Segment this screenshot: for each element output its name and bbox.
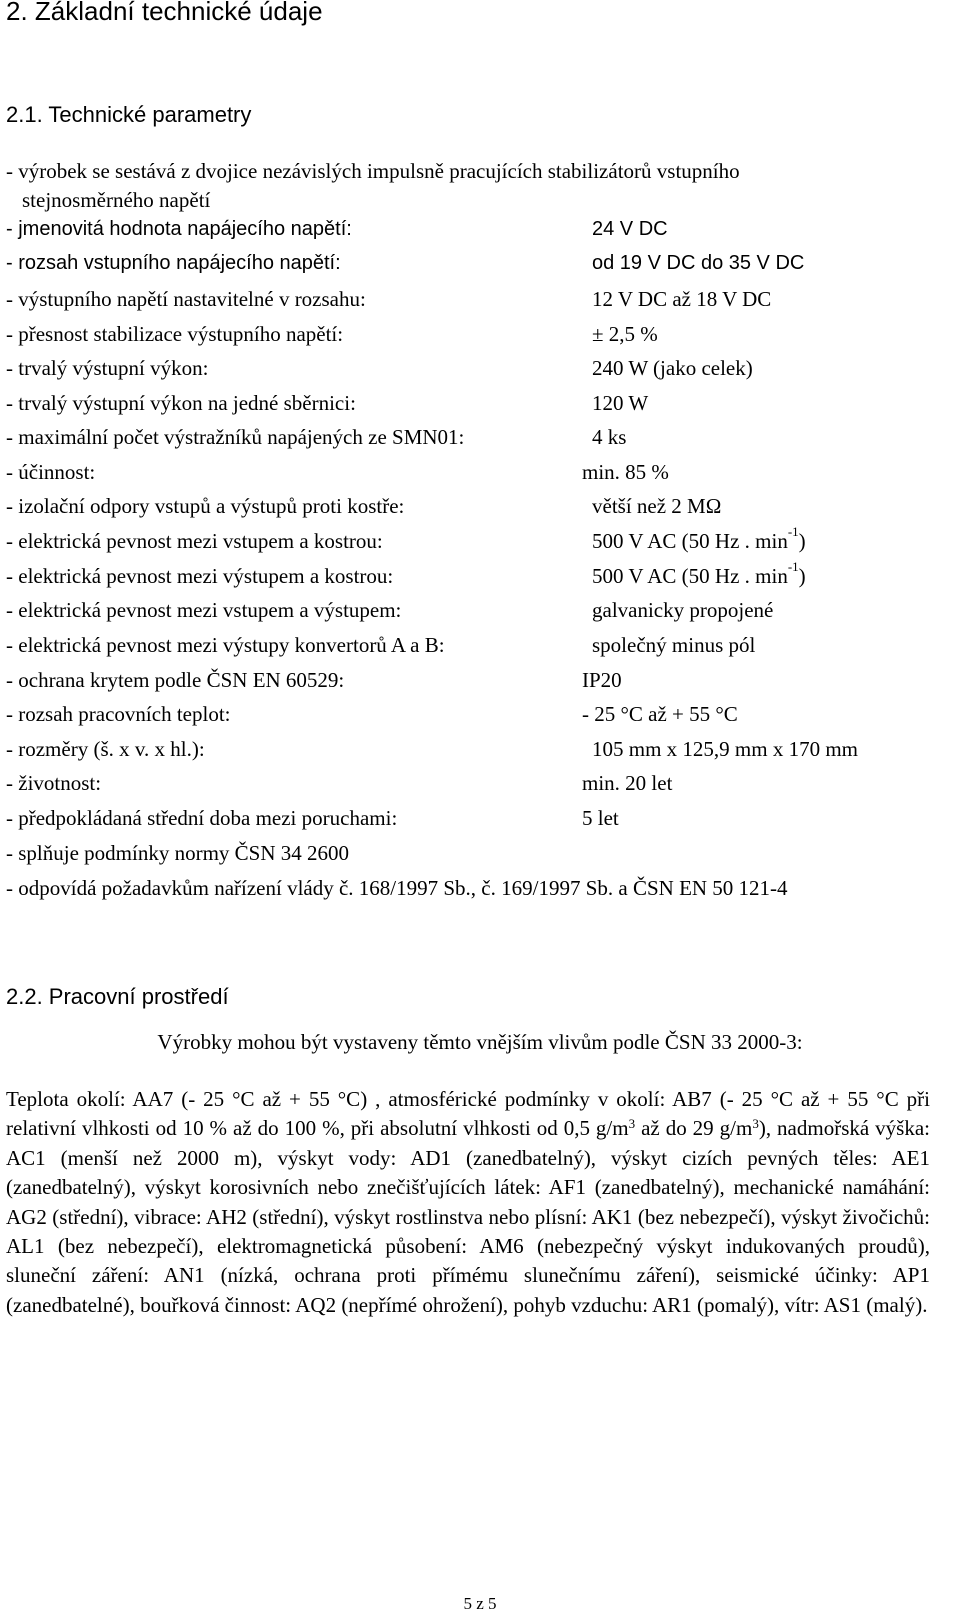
param-row xyxy=(6,425,936,455)
param-row xyxy=(6,322,936,352)
param-row xyxy=(6,460,936,490)
compliance-line-regulation: - odpovídá požadavkům nařízení vlády č. 168/1997 Sb., č. 169/1997 Sb. a ČSN EN 50 121-4 xyxy=(6,876,788,900)
param-value: 24 V DC xyxy=(592,218,668,240)
subsection-heading-technical-parameters: 2.1. Technické parametry xyxy=(6,102,252,127)
param-value: min. 85 % xyxy=(582,460,669,484)
param-value-text: 500 V AC (50 Hz . min xyxy=(592,529,788,553)
environment-description xyxy=(6,1085,930,1320)
param-value: 4 ks xyxy=(592,425,627,449)
param-value: společný minus pól xyxy=(592,633,756,657)
param-row xyxy=(6,737,936,767)
product-description-line-1: - výrobek se sestává z dvojice nezávislých impulsně pracujících stabilizátorů vstupního xyxy=(6,159,740,183)
param-value: od 19 V DC do 35 V DC xyxy=(592,252,805,274)
param-value: 240 W (jako celek) xyxy=(592,356,753,380)
param-label: - elektrická pevnost mezi výstupem a kostrou: xyxy=(6,564,394,588)
param-value: ± 2,5 % xyxy=(592,322,658,346)
param-row xyxy=(6,524,936,559)
exponent: 3 xyxy=(752,1116,759,1132)
param-value-tail: ) xyxy=(798,529,806,553)
param-value xyxy=(592,559,806,589)
environment-text-1: Teplota okolí: AA7 (- 25 °C až + 55 °C) , atmosférické podmínky v okolí: AB7 (- 25 °C až + 55 °C při relativní vlhkosti od 10 % až do 100 %, při absolutní vlhkosti od 0,5 g/m xyxy=(6,1087,930,1141)
param-label: - trvalý výstupní výkon: xyxy=(6,356,209,380)
param-row xyxy=(6,702,936,732)
param-row xyxy=(6,633,936,663)
product-description xyxy=(6,157,936,215)
param-row xyxy=(6,559,936,594)
param-row xyxy=(6,252,936,282)
param-value: - 25 °C až + 55 °C xyxy=(582,702,738,726)
param-label: - trvalý výstupní výkon na jedné sběrnici: xyxy=(6,391,356,415)
param-row xyxy=(6,598,936,628)
environment-subtitle: Výrobky mohou být vystaveny těmto vnějším vlivům podle ČSN 33 2000-3: xyxy=(157,1030,803,1054)
param-label: - výstupního napětí nastavitelné v rozsahu: xyxy=(6,287,366,311)
param-row xyxy=(6,391,936,421)
param-value: 120 W xyxy=(592,391,649,415)
section-heading-basic-data: 2. Základní technické údaje xyxy=(6,0,323,26)
param-row xyxy=(6,356,936,386)
product-description-line-2: stejnosměrného napětí xyxy=(22,188,211,212)
param-value: 12 V DC až 18 V DC xyxy=(592,287,772,311)
compliance-line-norm: - splňuje podmínky normy ČSN 34 2600 xyxy=(6,841,350,865)
environment-text-2: až do 29 g/m xyxy=(635,1116,753,1141)
param-row xyxy=(6,806,936,836)
param-value: větší než 2 MΩ xyxy=(592,494,722,518)
param-label: - elektrická pevnost mezi vstupem a kostrou: xyxy=(6,529,383,553)
param-value-tail: ) xyxy=(798,564,806,588)
param-row xyxy=(6,287,936,317)
param-value-text: 500 V AC (50 Hz . min xyxy=(592,564,788,588)
param-label: - životnost: xyxy=(6,771,102,795)
page-number: 5 z 5 xyxy=(463,1594,497,1613)
param-value: IP20 xyxy=(582,668,622,692)
param-label: - rozsah vstupního napájecího napětí: xyxy=(6,252,341,274)
param-label: - ochrana krytem podle ČSN EN 60529: xyxy=(6,668,345,692)
param-row xyxy=(6,668,936,698)
param-label: - izolační odpory vstupů a výstupů proti kostře: xyxy=(6,494,405,518)
param-row xyxy=(6,494,936,524)
param-label: - účinnost: xyxy=(6,460,96,484)
param-label: - elektrická pevnost mezi výstupy konvertorů A a B: xyxy=(6,633,445,657)
param-row xyxy=(6,218,936,248)
param-value: min. 20 let xyxy=(582,771,673,795)
param-value: 105 mm x 125,9 mm x 170 mm xyxy=(592,737,859,761)
param-label: - elektrická pevnost mezi vstupem a výstupem: xyxy=(6,598,402,622)
param-value: galvanicky propojené xyxy=(592,598,774,622)
exponent: -1 xyxy=(787,524,799,539)
param-value xyxy=(592,524,806,554)
subsection-heading-working-environment: 2.2. Pracovní prostředí xyxy=(6,984,229,1009)
param-value: 5 let xyxy=(582,806,619,830)
param-label: - předpokládaná střední doba mezi poruchami: xyxy=(6,806,398,830)
param-label: - rozměry (š. x v. x hl.): xyxy=(6,737,205,761)
param-label: - přesnost stabilizace výstupního napětí: xyxy=(6,322,344,346)
exponent: -1 xyxy=(787,559,799,574)
param-row xyxy=(6,771,936,801)
param-label: - rozsah pracovních teplot: xyxy=(6,702,231,726)
param-label: - jmenovitá hodnota napájecího napětí: xyxy=(6,218,352,240)
exponent: 3 xyxy=(628,1116,636,1132)
param-label: - maximální počet výstražníků napájených ze SMN01: xyxy=(6,425,465,449)
environment-text-3: ), nadmořská výška: AC1 (menší než 2000 m), výskyt vody: AD1 (zanedbatelný), výskyt cizích pevných těles: AE1 (zanedbatelný), výskyt korosivních nebo znečišťujících látek: AF1 (zanedbatelný), mechanické namáhání: AG2 (střední), vibrace: AH2 (střední), výskyt rostlinstva nebo plísní: AK1 (bez nebezpečí), výskyt živočichů: AL1 (bez nebezpečí), elektromagnetická působení: AM6 (nebezpečný výskyt indukovaných proudů), sluneční záření: AN1 (nízká, ochrana proti přímému slunečnímu záření), seismické účinky: AP1 (zanedbatelné), bouřková činnost: AQ2 (nepřímé ohrožení), pohyb vzduchu: AR1 (pomalý), vítr: AS1 (malý). xyxy=(6,1116,930,1317)
